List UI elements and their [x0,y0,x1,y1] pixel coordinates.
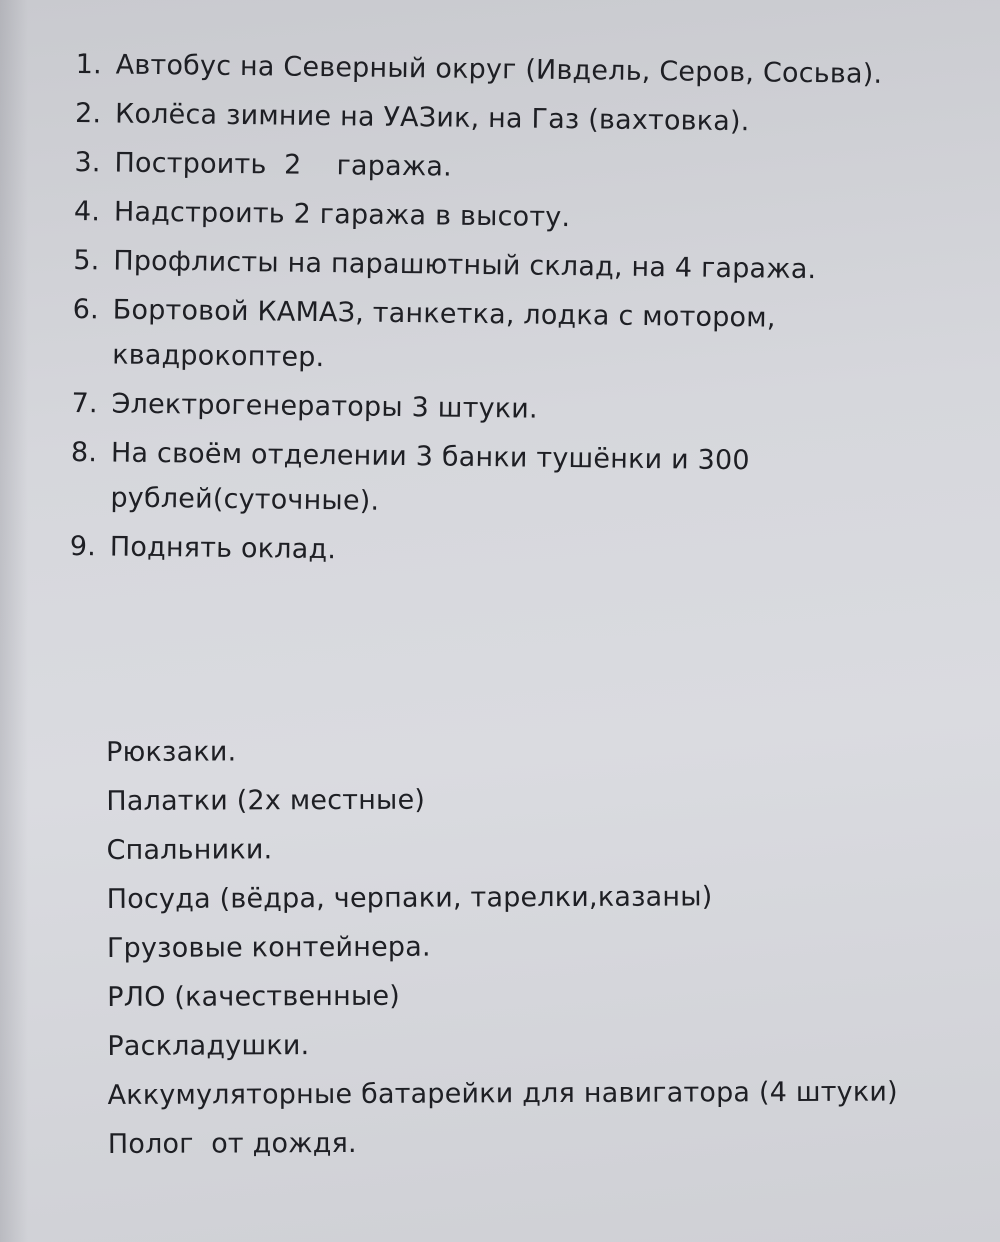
list-item [70,430,811,529]
list-item: Раскладушки. [107,1030,310,1062]
item-text: Автобус на Северный округ (Ивдель, Серов, Сосьва). [115,49,883,90]
item-text: Построить 2 гаража. [114,147,453,183]
list-item: Палатки (2х местные) [106,784,426,817]
item-text: Надстроить 2 гаража в высоту. [113,196,571,234]
item-number: 1. [75,48,103,81]
item-number: 8. [70,436,98,469]
numbered-request-list [70,42,976,584]
list-item [74,140,974,196]
item-number: 5. [73,244,100,277]
item-text: Колёса зимние на УАЗик, на Газ (вахтовка). [114,98,750,138]
equipment-list [106,724,988,1169]
item-number: 7. [71,387,98,420]
item-text: На своём отделении 3 банки тушёнки и 300 рублей(суточные). [110,437,750,517]
list-item [72,287,833,386]
list-item: Спальники. [106,834,273,866]
list-item [75,91,975,147]
list-item: РЛО (качественные) [107,980,401,1013]
item-number: 6. [72,293,100,326]
item-number: 2. [74,97,102,130]
item-text: Электрогенераторы 3 штуки. [111,388,539,425]
item-text: Профлисты на парашютный склад, на 4 гаража. [113,245,817,286]
list-item [73,238,973,294]
item-number: 9. [69,530,97,563]
list-item [70,524,970,580]
list-item [75,42,975,98]
paper-edge-shadow [0,0,28,1242]
item-number: 4. [73,195,101,228]
item-text: Поднять оклад. [109,531,337,566]
list-item: Посуда (вёдра, черпаки, тарелки,казаны) [106,881,713,915]
list-item: Грузовые контейнера. [106,931,431,964]
item-number: 3. [74,146,101,179]
list-item [71,381,971,437]
list-item: Аккумуляторные батарейки для навигатора (4 штуки) [107,1076,898,1111]
list-item [74,189,974,245]
list-item: Рюкзаки. [106,736,237,768]
item-text: Бортовой КАМАЗ, танкетка, лодка с мотором, квадрокоптер. [111,294,776,374]
list-item: Полог от дождя. [107,1127,357,1160]
